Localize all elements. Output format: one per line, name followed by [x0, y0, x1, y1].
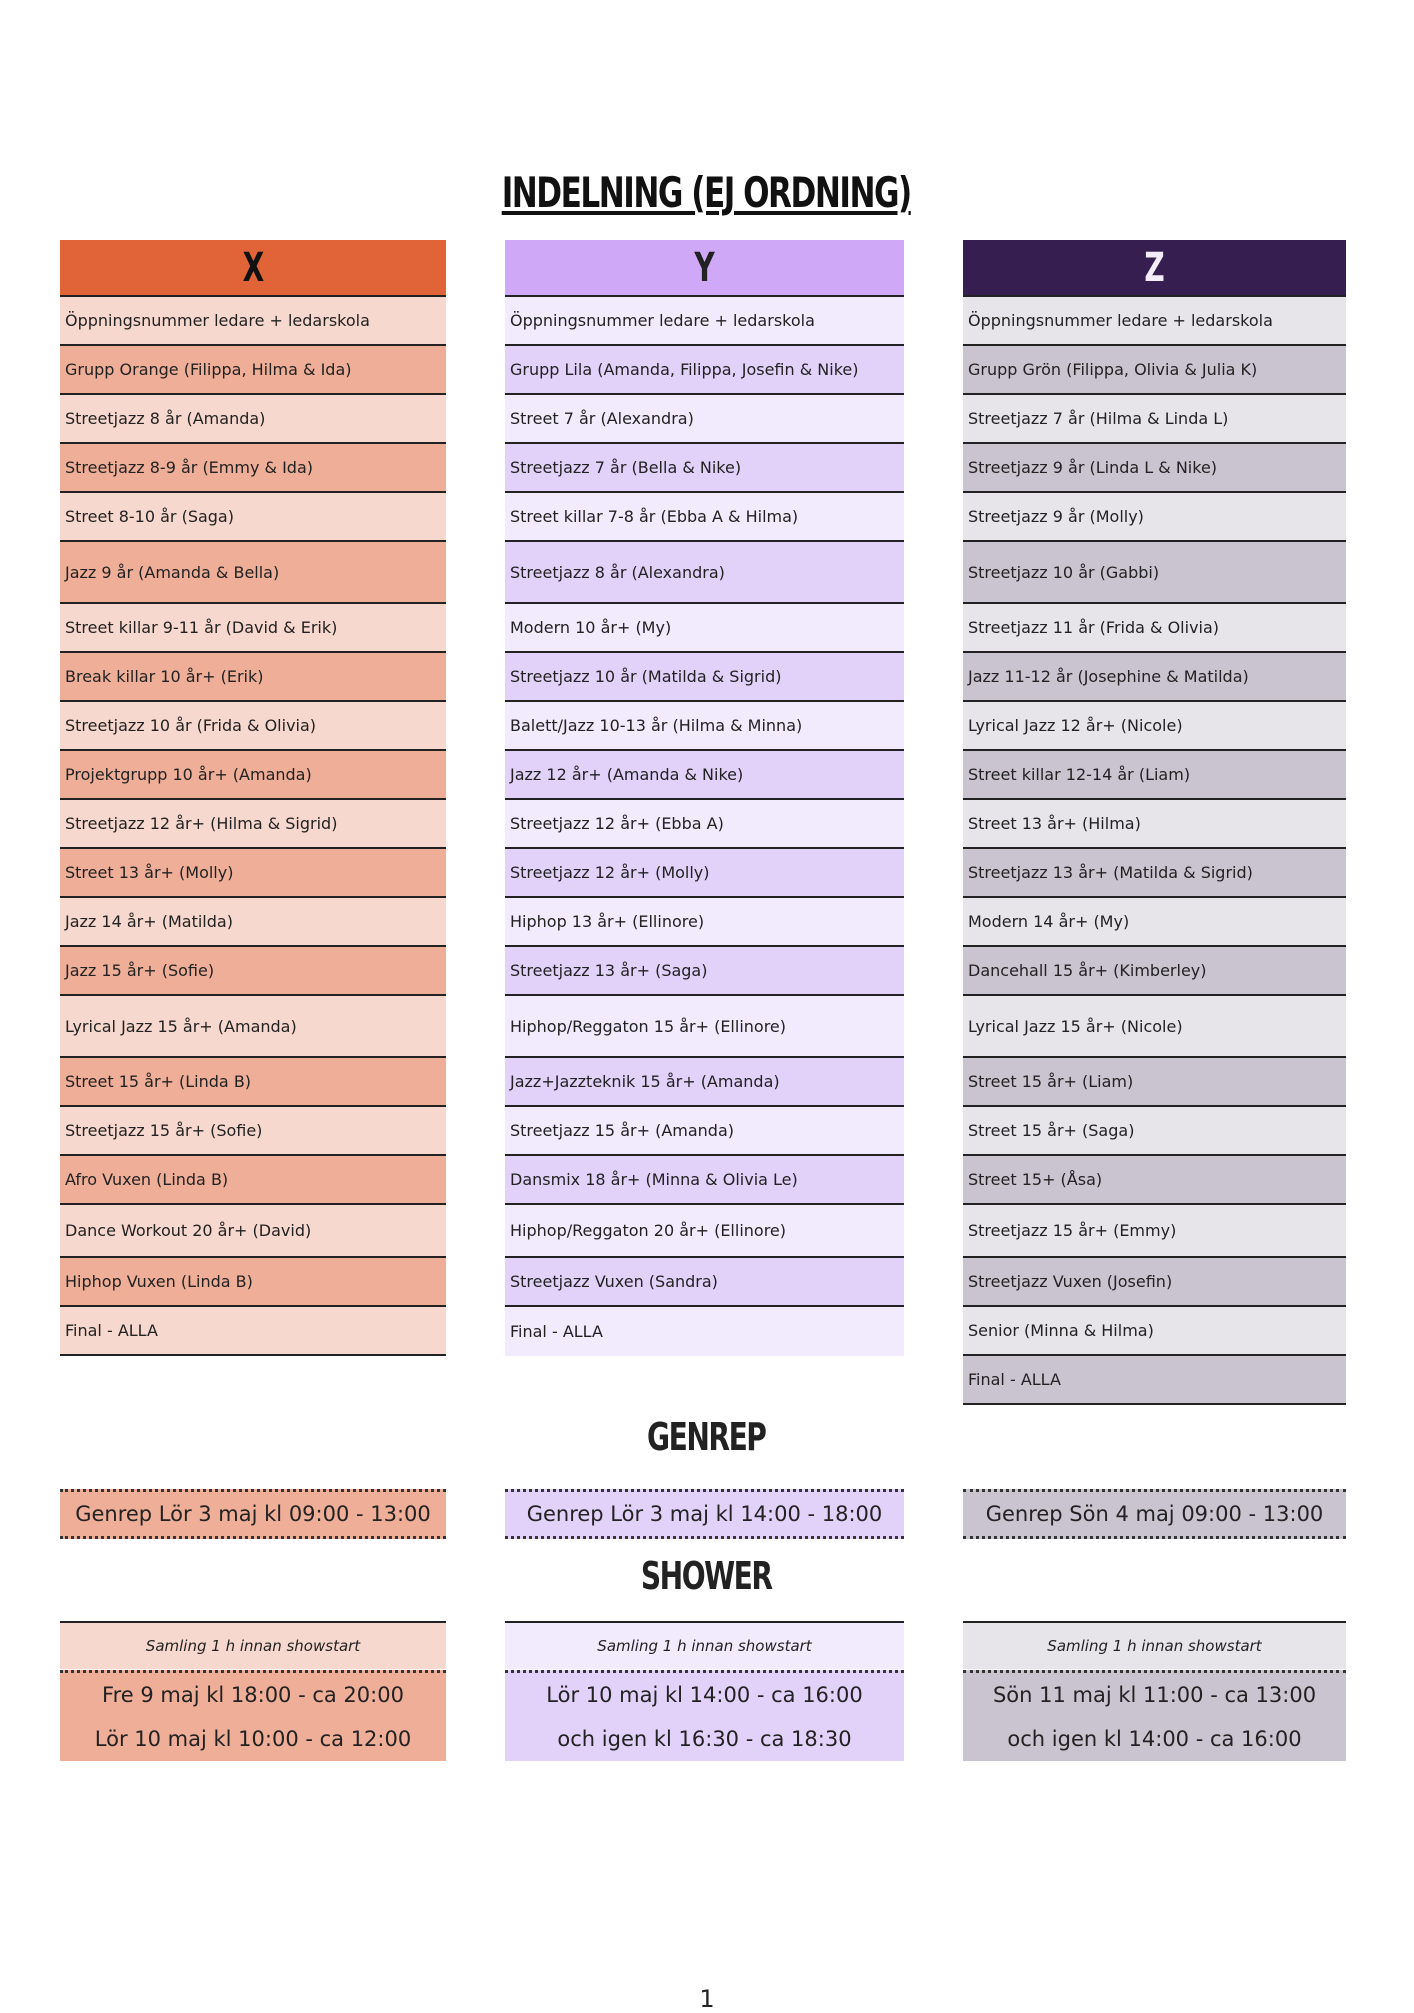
list-item: Street 15 år+ (Saga) — [963, 1107, 1346, 1156]
shower-title: SHOWER — [640, 1554, 772, 1598]
list-item: Hiphop/Reggaton 20 år+ (Ellinore) — [505, 1205, 904, 1258]
list-item: Street 8-10 år (Saga) — [60, 493, 446, 542]
list-item: Hiphop 13 år+ (Ellinore) — [505, 898, 904, 947]
list-item: Final - ALLA — [505, 1307, 904, 1356]
list-item: Dance Workout 20 år+ (David) — [60, 1205, 446, 1258]
column-x-header: X — [60, 240, 446, 297]
column-z — [963, 240, 1346, 1405]
shower-y-time-1: Lör 10 maj kl 14:00 - ca 16:00 — [505, 1670, 904, 1719]
list-item: Hiphop/Reggaton 15 år+ (Ellinore) — [505, 996, 904, 1058]
list-item: Streetjazz Vuxen (Josefin) — [963, 1258, 1346, 1307]
list-item: Afro Vuxen (Linda B) — [60, 1156, 446, 1205]
genrep-y: Genrep Lör 3 maj kl 14:00 - 18:00 — [505, 1489, 904, 1539]
list-item: Grupp Lila (Amanda, Filippa, Josefin & Nike) — [505, 346, 904, 395]
list-item: Streetjazz 10 år (Frida & Olivia) — [60, 702, 446, 751]
list-item: Street 7 år (Alexandra) — [505, 395, 904, 444]
list-item: Street 13 år+ (Hilma) — [963, 800, 1346, 849]
genrep-z: Genrep Sön 4 maj 09:00 - 13:00 — [963, 1489, 1346, 1539]
list-item: Lyrical Jazz 15 år+ (Amanda) — [60, 996, 446, 1058]
page-title: INDELNING (EJ ORDNING) — [501, 168, 911, 217]
list-item: Dancehall 15 år+ (Kimberley) — [963, 947, 1346, 996]
column-z-header: Z — [963, 240, 1346, 297]
list-item: Street killar 7-8 år (Ebba A & Hilma) — [505, 493, 904, 542]
list-item: Senior (Minna & Hilma) — [963, 1307, 1346, 1356]
list-item: Street 13 år+ (Molly) — [60, 849, 446, 898]
list-item: Lyrical Jazz 12 år+ (Nicole) — [963, 702, 1346, 751]
list-item: Streetjazz 15 år+ (Sofie) — [60, 1107, 446, 1156]
list-item: Street killar 12-14 år (Liam) — [963, 751, 1346, 800]
list-item: Projektgrupp 10 år+ (Amanda) — [60, 751, 446, 800]
shower-x-time-2: Lör 10 maj kl 10:00 - ca 12:00 — [60, 1716, 446, 1761]
list-item: Streetjazz 12 år+ (Ebba A) — [505, 800, 904, 849]
list-item: Lyrical Jazz 15 år+ (Nicole) — [963, 996, 1346, 1058]
column-y — [505, 240, 904, 1356]
list-item: Hiphop Vuxen (Linda B) — [60, 1258, 446, 1307]
shower-z-time-1: Sön 11 maj kl 11:00 - ca 13:00 — [963, 1670, 1346, 1719]
shower-z-time-2: och igen kl 14:00 - ca 16:00 — [963, 1716, 1346, 1761]
list-item: Jazz 15 år+ (Sofie) — [60, 947, 446, 996]
list-item: Break killar 10 år+ (Erik) — [60, 653, 446, 702]
list-item: Balett/Jazz 10-13 år (Hilma & Minna) — [505, 702, 904, 751]
genrep-x: Genrep Lör 3 maj kl 09:00 - 13:00 — [60, 1489, 446, 1539]
list-item: Streetjazz 9 år (Molly) — [963, 493, 1346, 542]
list-item: Streetjazz 15 år+ (Amanda) — [505, 1107, 904, 1156]
list-item: Jazz+Jazzteknik 15 år+ (Amanda) — [505, 1058, 904, 1107]
list-item: Grupp Orange (Filippa, Hilma & Ida) — [60, 346, 446, 395]
list-item: Final - ALLA — [60, 1307, 446, 1356]
list-item: Streetjazz 13 år+ (Matilda & Sigrid) — [963, 849, 1346, 898]
list-item: Streetjazz 10 år (Matilda & Sigrid) — [505, 653, 904, 702]
shower-note-x: Samling 1 h innan showstart — [60, 1621, 446, 1669]
column-x — [60, 240, 446, 1356]
list-item: Jazz 12 år+ (Amanda & Nike) — [505, 751, 904, 800]
list-item: Öppningsnummer ledare + ledarskola — [60, 297, 446, 346]
list-item: Streetjazz 8 år (Amanda) — [60, 395, 446, 444]
list-item: Street killar 9-11 år (David & Erik) — [60, 604, 446, 653]
list-item: Streetjazz 12 år+ (Molly) — [505, 849, 904, 898]
list-item: Streetjazz 7 år (Bella & Nike) — [505, 444, 904, 493]
list-item: Streetjazz 7 år (Hilma & Linda L) — [963, 395, 1346, 444]
list-item: Street 15 år+ (Linda B) — [60, 1058, 446, 1107]
genrep-title: GENREP — [647, 1415, 766, 1459]
list-item: Jazz 9 år (Amanda & Bella) — [60, 542, 446, 604]
list-item: Street 15+ (Åsa) — [963, 1156, 1346, 1205]
list-item: Streetjazz 8-9 år (Emmy & Ida) — [60, 444, 446, 493]
shower-note-z: Samling 1 h innan showstart — [963, 1621, 1346, 1669]
page-number: 1 — [699, 1985, 715, 2013]
shower-y-time-2: och igen kl 16:30 - ca 18:30 — [505, 1716, 904, 1761]
list-item: Streetjazz 10 år (Gabbi) — [963, 542, 1346, 604]
list-item: Street 15 år+ (Liam) — [963, 1058, 1346, 1107]
list-item: Final - ALLA — [963, 1356, 1346, 1405]
list-item: Streetjazz 8 år (Alexandra) — [505, 542, 904, 604]
list-item: Streetjazz 15 år+ (Emmy) — [963, 1205, 1346, 1258]
list-item: Öppningsnummer ledare + ledarskola — [963, 297, 1346, 346]
list-item: Streetjazz 12 år+ (Hilma & Sigrid) — [60, 800, 446, 849]
shower-x-time-1: Fre 9 maj kl 18:00 - ca 20:00 — [60, 1670, 446, 1719]
list-item: Streetjazz 9 år (Linda L & Nike) — [963, 444, 1346, 493]
list-item: Jazz 11-12 år (Josephine & Matilda) — [963, 653, 1346, 702]
column-y-header: Y — [505, 240, 904, 297]
list-item: Streetjazz Vuxen (Sandra) — [505, 1258, 904, 1307]
list-item: Öppningsnummer ledare + ledarskola — [505, 297, 904, 346]
list-item: Modern 14 år+ (My) — [963, 898, 1346, 947]
list-item: Dansmix 18 år+ (Minna & Olivia Le) — [505, 1156, 904, 1205]
list-item: Streetjazz 11 år (Frida & Olivia) — [963, 604, 1346, 653]
list-item: Modern 10 år+ (My) — [505, 604, 904, 653]
shower-note-y: Samling 1 h innan showstart — [505, 1621, 904, 1669]
list-item: Grupp Grön (Filippa, Olivia & Julia K) — [963, 346, 1346, 395]
list-item: Jazz 14 år+ (Matilda) — [60, 898, 446, 947]
list-item: Streetjazz 13 år+ (Saga) — [505, 947, 904, 996]
